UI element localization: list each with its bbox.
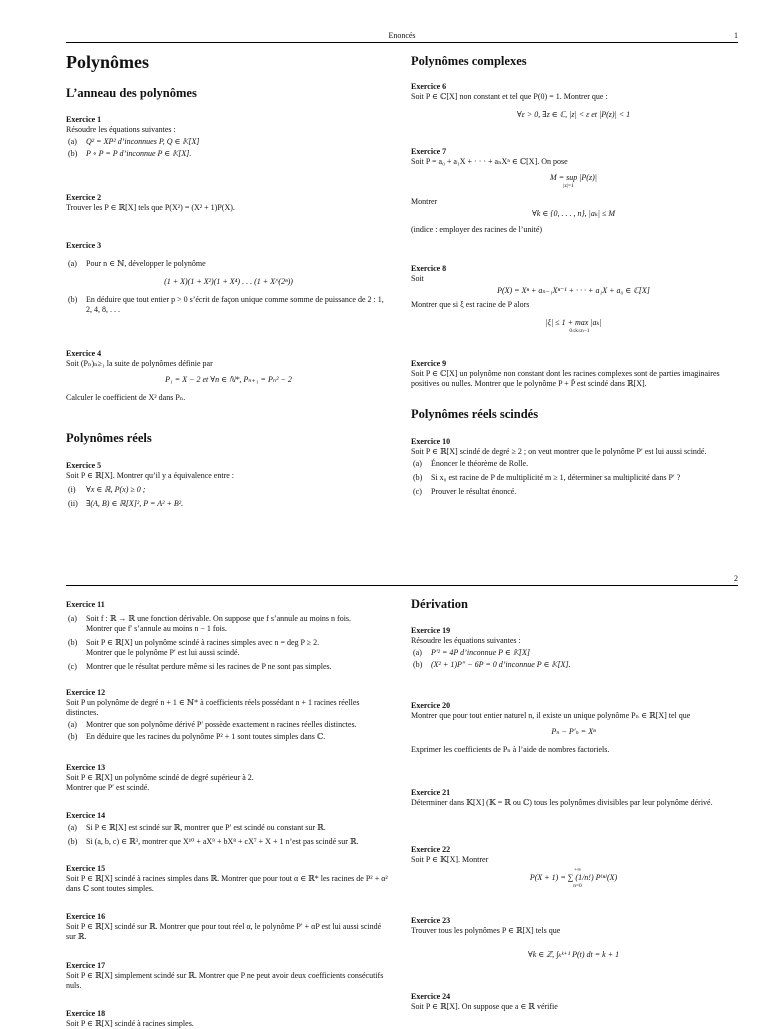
- page-number: 1: [734, 31, 738, 40]
- item-b: Si x₀ est racine de P de multiplicité m ≥ 1, déterminer sa multiplicité dans P′ ?: [431, 473, 681, 482]
- sum-lower-bound: n=0: [573, 883, 582, 889]
- right-column: [411, 0, 736, 1024]
- item-b: P ∘ P = P d’inconnue P ∈ 𝕂[X].: [86, 149, 192, 158]
- equation-subscript: 0≤k≤n−1: [569, 328, 590, 334]
- exercise-text: Exprimer les coefficients de Pₙ à l’aide de nombres factoriels.: [411, 745, 610, 754]
- exercise-title: Exercice 1: [66, 115, 102, 124]
- exercise-11: Exercice 11 (a) Soit f : ℝ → ℝ une fonction dérivable. On suppose que f s’annule au moins n fois. Montrer que f′ s’annule au moins n − 1 fois. (b) Soit P ∈ ℝ[X] un polynôme scindé à racines simples avec n = deg P ≥ 2. Montrer que le polynôme P′ est lui aussi scindé. (c) Montrer que le résultat perdure même si les racines de P ne sont pas simples.: [66, 600, 391, 672]
- equation: |ξ| ≤ 1 + max |aₖ|: [545, 318, 602, 327]
- exercise-title: Exercice 7: [411, 147, 447, 156]
- exercise-18: [66, 1009, 391, 1029]
- exercise-title: Exercice 22: [411, 845, 451, 854]
- exercise-13: [66, 763, 391, 793]
- exercise-text: Soit P ∈ ℝ[X]. On suppose que a ∈ ℝ vérifie: [411, 1002, 558, 1011]
- exercise-10: Exercice 10 Soit P ∈ ℝ[X] scindé de degré ≥ 2 ; on veut montrer que le polynôme P′ est lui aussi scindé. (a) Énoncer le théorème de Rolle. (b) Si x₀ est racine de P de multiplicité m ≥ 1, déterminer sa multiplicité dans P′ ? (c) Prouver le résultat énoncé.: [411, 437, 736, 497]
- exercise-text: Soit P ∈ ℂ[X] un polynôme non constant dont les racines complexes sont de parties imaginaires positives ou nulles. Montrer que le polynôme P + P̄ est scindé dans ℝ[X].: [411, 369, 720, 388]
- equation: P(X) = Xⁿ + aₙ₋₁Xⁿ⁻¹ + · · · + a₁X + a₀ ∈ ℂ[X]: [497, 286, 650, 295]
- section-title: Polynômes réels scindés: [411, 407, 539, 421]
- exercise-text: Soit (Pₙ)ₙ≥₁ la suite de polynômes définie par: [66, 359, 213, 368]
- exercise-title: Exercice 24: [411, 992, 451, 1001]
- item-c: Montrer que le résultat perdure même si les racines de P ne sont pas simples.: [86, 662, 332, 671]
- item-a: Si P ∈ ℝ[X] est scindé sur ℝ, montrer que P′ est scindé ou constant sur ℝ.: [86, 823, 326, 832]
- exercise-title: Exercice 6: [411, 82, 447, 91]
- section-title: Dérivation: [411, 597, 468, 611]
- equation: P(X + 1) = ∑ (1/n!) P⁽ⁿ⁾(X): [529, 873, 618, 882]
- exercise-20: [411, 701, 736, 755]
- exercise-text: Déterminer dans 𝕂[X] (𝕂 = ℝ ou ℂ) tous les polynômes divisibles par leur polynôme dérivé.: [411, 798, 713, 807]
- item-b: Soit P ∈ ℝ[X] un polynôme scindé à racines simples avec n = deg P ≥ 2.: [86, 638, 320, 647]
- item-a: P′² = 4P d’inconnue P ∈ 𝕂[X]: [431, 648, 530, 657]
- exercise-title: Exercice 20: [411, 701, 451, 710]
- exercise-text: Soit P ∈ ℝ[X] scindé sur ℝ. Montrer que pour tout réel α, le polynôme P′ + αP est lui aussi scindé sur ℝ.: [66, 922, 382, 941]
- equation: ∀k ∈ ℤ, ∫ₖᵏ⁺¹ P(t) dt = k + 1: [527, 950, 620, 959]
- item-a-continued: Montrer que f′ s’annule au moins n − 1 fois.: [86, 624, 227, 633]
- exercise-text: Calculer le coefficient de X² dans Pₙ.: [66, 393, 186, 402]
- exercise-21: [411, 788, 736, 808]
- exercise-1: Exercice 1 Résoudre les équations suivantes : (a) Q² = XP² d’inconnues P, Q ∈ 𝕂[X] (b) P ∘ P = P d’inconnue P ∈ 𝕂[X].: [66, 115, 391, 159]
- exercise-text: Soit P ∈ ℝ[X] simplement scindé sur ℝ. Montrer que P ne peut avoir deux coefficients consécutifs nuls.: [66, 971, 384, 990]
- exercise-title: Exercice 15: [66, 864, 106, 873]
- item-a: Pour n ∈ ℕ, développer le polynôme: [86, 259, 206, 268]
- item-c: Prouver le résultat énoncé.: [431, 487, 517, 496]
- exercise-14: Exercice 14 (a) Si P ∈ ℝ[X] est scindé sur ℝ, montrer que P′ est scindé ou constant sur ℝ. (b) Si (a, b, c) ∈ ℝ³, montrer que X¹⁰ + aX⁹ + bX⁸ + cX⁷ + X + 1 n’est pas scindé sur ℝ.: [66, 811, 391, 847]
- exercise-title: Exercice 10: [411, 437, 451, 446]
- exercise-22: [411, 845, 736, 889]
- page-number: 2: [734, 574, 738, 583]
- equation-subscript: |z|=1: [563, 183, 574, 189]
- section-title: Polynômes réels: [66, 431, 152, 445]
- exercise-text: Trouver tous les polynômes P ∈ ℝ[X] tels que: [411, 926, 561, 935]
- exercise-text: Soit P ∈ ℂ[X] non constant et tel que P(0) = 1. Montrer que :: [411, 92, 608, 101]
- exercise-title: Exercice 9: [411, 359, 447, 368]
- exercise-19: Exercice 19 Résoudre les équations suivantes : (a) P′² = 4P d’inconnue P ∈ 𝕂[X] (b) (X² + 1)P″ − 6P = 0 d’inconnue P ∈ 𝕂[X].: [411, 626, 736, 670]
- exercise-text: Montrer que si ξ est racine de P alors: [411, 300, 530, 309]
- exercise-title: Exercice 23: [411, 916, 451, 925]
- exercise-title: Exercice 11: [66, 600, 105, 609]
- exercise-text: Montrer: [411, 197, 438, 206]
- section-title: Polynômes complexes: [411, 54, 527, 68]
- exercise-title: Exercice 8: [411, 264, 447, 273]
- item-a: Montrer que son polynôme dérivé P′ possède exactement n racines réelles distinctes.: [86, 720, 357, 729]
- exercise-title: Exercice 18: [66, 1009, 106, 1018]
- exercise-title: Exercice 4: [66, 349, 102, 358]
- item-i: ∀x ∈ ℝ, P(x) ≥ 0 ;: [86, 485, 146, 494]
- exercise-17: [66, 961, 391, 991]
- exercise-16: [66, 912, 391, 942]
- exercise-text: Soit P ∈ ℝ[X] un polynôme scindé de degré supérieur à 2.: [66, 773, 254, 782]
- exercise-23: [411, 916, 736, 960]
- item-b: En déduire que tout entier p > 0 s’écrit de façon unique comme somme de puissance de 2 : 1, 2, 4, 8, . . .: [86, 295, 384, 314]
- exercise-text: Soit P ∈ ℝ[X] scindé à racines simples.: [66, 1019, 194, 1028]
- exercise-5: Exercice 5 Soit P ∈ ℝ[X]. Montrer qu’il y a équivalence entre : (i) ∀x ∈ ℝ, P(x) ≥ 0 ; (ii) ∃(A, B) ∈ ℝ[X]², P = A² + B².: [66, 461, 391, 509]
- exercise-text: Soit P ∈ ℝ[X] scindé de degré ≥ 2 ; on veut montrer que le polynôme P′ est lui aussi scindé.: [411, 447, 707, 456]
- exercise-title: Exercice 16: [66, 912, 106, 921]
- exercise-title: Exercice 12: [66, 688, 106, 697]
- section-title: L’anneau des polynômes: [66, 86, 197, 100]
- exercise-24: [411, 992, 736, 1012]
- exercise-text: Soit P ∈ 𝕂[X]. Montrer: [411, 855, 489, 864]
- left-column: [66, 0, 391, 1028]
- item-a: Q² = XP² d’inconnues P, Q ∈ 𝕂[X]: [86, 137, 200, 146]
- sum-upper-bound: +∞: [573, 867, 582, 873]
- item-b-continued: Montrer que le polynôme P′ est lui aussi scindé.: [86, 648, 240, 657]
- item-b: Si (a, b, c) ∈ ℝ³, montrer que X¹⁰ + aX⁹ + bX⁸ + cX⁷ + X + 1 n’est pas scindé sur ℝ.: [86, 837, 359, 846]
- equation: ∀k ∈ {0, . . . , n}, |aₖ| ≤ M: [531, 209, 616, 218]
- exercise-text: Soit P un polynôme de degré n + 1 ∈ ℕ* à coefficients réels possédant n + 1 racines réelles distinctes.: [66, 698, 360, 717]
- exercise-title: Exercice 19: [411, 626, 451, 635]
- hint-text: (indice : employer des racines de l’unité): [411, 225, 543, 234]
- exercise-text: Soit: [411, 274, 424, 283]
- item-b: (X² + 1)P″ − 6P = 0 d’inconnue P ∈ 𝕂[X].: [431, 660, 571, 669]
- item-ii: ∃(A, B) ∈ ℝ[X]², P = A² + B².: [86, 499, 184, 508]
- exercise-15: [66, 864, 391, 894]
- exercise-text: Soit P ∈ ℝ[X]. Montrer qu’il y a équivalence entre :: [66, 471, 235, 480]
- equation: (1 + X)(1 + X²)(1 + X⁴) . . . (1 + X^(2ⁿ)): [164, 277, 293, 286]
- exercise-title: Exercice 2: [66, 193, 102, 202]
- exercise-text: Résoudre les équations suivantes :: [66, 125, 176, 134]
- exercise-title: Exercice 3: [66, 241, 102, 250]
- exercise-3: Exercice 3 (a) Pour n ∈ ℕ, développer le polynôme (1 + X)(1 + X²)(1 + X⁴) . . . (1 + X^(2ⁿ)) (b) En déduire que tout entier p > 0 s’écrit de façon unique comme somme de puissance de 2 : 1, 2, 4, 8, . . .: [66, 241, 391, 315]
- equation: M = sup |P(z)|: [550, 173, 597, 182]
- exercise-title: Exercice 13: [66, 763, 106, 772]
- exercise-12: Exercice 12 Soit P un polynôme de degré n + 1 ∈ ℕ* à coefficients réels possédant n + 1 racines réelles distinctes. (a) Montrer que son polynôme dérivé P′ possède exactement n racines réelles distinctes. (b) En déduire que les racines du polynôme P² + 1 sont toutes simples dans ℂ.: [66, 688, 391, 742]
- exercise-title: Exercice 21: [411, 788, 451, 797]
- exercise-title: Exercice 14: [66, 811, 106, 820]
- exercise-text: Soit P ∈ ℝ[X] scindé à racines simples dans ℝ. Montrer que pour tout α ∈ ℝ* les racines de P² + α² dans ℂ sont toutes simples.: [66, 874, 388, 893]
- equation: P₁ = X − 2 et ∀n ∈ ℕ*, Pₙ₊₁ = Pₙ² − 2: [165, 375, 292, 384]
- exercise-text: Résoudre les équations suivantes :: [411, 636, 521, 645]
- running-title: Enoncés: [388, 31, 416, 40]
- equation: ∀ε > 0, ∃z ∈ ℂ, |z| < ε et |P(z)| < 1: [516, 110, 631, 119]
- exercise-title: Exercice 5: [66, 461, 102, 470]
- item-a: Soit f : ℝ → ℝ une fonction dérivable. On suppose que f s’annule au moins n fois.: [86, 614, 352, 623]
- equation: Pₙ − P′ₙ = Xⁿ: [551, 727, 596, 736]
- document-title: Polynômes: [66, 52, 149, 72]
- exercise-title: Exercice 17: [66, 961, 106, 970]
- exercise-text: Soit P = a₀ + a₁X + · · · + aₙXⁿ ∈ ℂ[X]. On pose: [411, 157, 568, 166]
- exercise-text: Montrer que P′ est scindé.: [66, 783, 150, 792]
- exercise-text: Trouver les P ∈ ℝ[X] tels que P(X²) = (X² + 1)P(X).: [66, 203, 235, 212]
- item-b: En déduire que les racines du polynôme P² + 1 sont toutes simples dans ℂ.: [86, 732, 326, 741]
- item-a: Énoncer le théorème de Rolle.: [431, 459, 529, 468]
- exercise-text: Montrer que pour tout entier naturel n, il existe un unique polynôme Pₙ ∈ ℝ[X] tel que: [411, 711, 691, 720]
